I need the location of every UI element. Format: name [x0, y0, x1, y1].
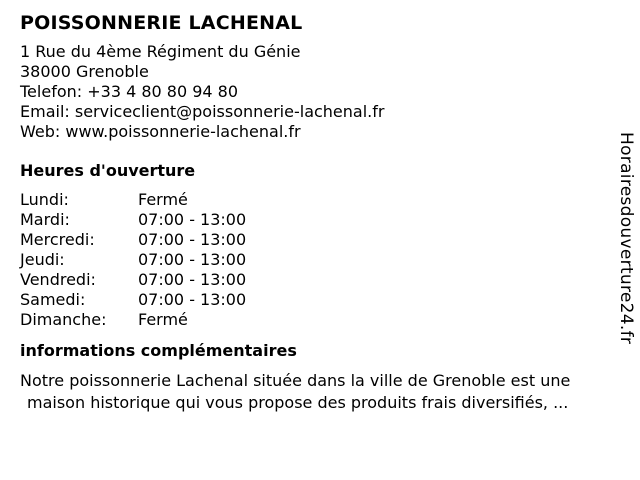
web-line[interactable]: Web: www.poissonnerie-lachenal.fr: [20, 122, 301, 141]
hours-value: 07:00 - 13:00: [138, 290, 247, 309]
business-card: [20, 10, 610, 414]
hours-value: Fermé: [138, 310, 188, 329]
day-label: Lundi:: [20, 190, 69, 209]
hours-value: 07:00 - 13:00: [138, 250, 247, 269]
day-label: Mardi:: [20, 210, 70, 229]
description-line-1: Notre poissonnerie Lachenal située dans la ville de Grenoble est une: [20, 371, 571, 390]
description: [20, 370, 610, 414]
hours-value: 07:00 - 13:00: [138, 210, 247, 229]
hours-row-monday: [20, 190, 610, 210]
hours-value: 07:00 - 13:00: [138, 230, 247, 249]
day-label: Mercredi:: [20, 230, 95, 249]
hours-value: Fermé: [138, 190, 188, 209]
phone-line[interactable]: Telefon: +33 4 80 80 94 80: [20, 82, 239, 101]
day-label: Dimanche:: [20, 310, 107, 329]
day-label: Samedi:: [20, 290, 86, 309]
hours-row-friday: [20, 270, 610, 290]
hours-table: [20, 190, 610, 330]
address-line-2: 38000 Grenoble: [20, 62, 149, 81]
hours-row-tuesday: [20, 210, 610, 230]
address-line-1: 1 Rue du 4ème Régiment du Génie: [20, 42, 301, 61]
email-line[interactable]: Email: serviceclient@poissonnerie-lachenal.fr: [20, 102, 385, 121]
description-line-2: maison historique qui vous propose des produits frais diversifiés, ...: [27, 393, 569, 412]
hours-row-saturday: [20, 290, 610, 310]
hours-row-wednesday: [20, 230, 610, 250]
site-watermark: Horairesdouverture24.fr: [616, 132, 636, 345]
hours-heading: Heures d'ouverture: [20, 161, 196, 180]
hours-value: 07:00 - 13:00: [138, 270, 247, 289]
info-heading: informations complémentaires: [20, 341, 297, 360]
business-name: POISSONNERIE LACHENAL: [20, 12, 303, 34]
hours-row-thursday: [20, 250, 610, 270]
day-label: Vendredi:: [20, 270, 96, 289]
day-label: Jeudi:: [20, 250, 65, 269]
hours-row-sunday: [20, 310, 610, 330]
